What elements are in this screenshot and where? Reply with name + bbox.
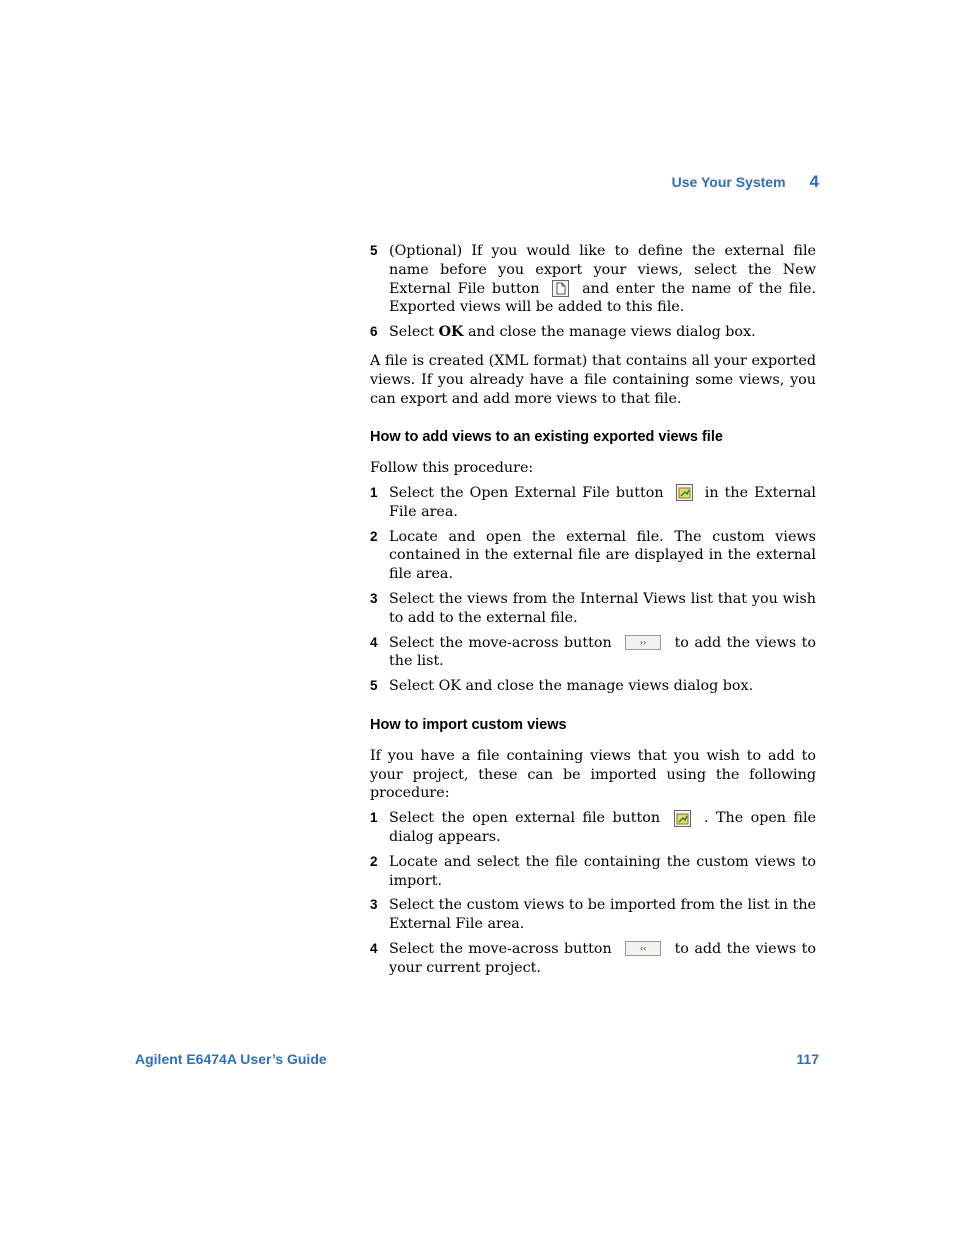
list-item bbox=[370, 809, 816, 847]
step-number: 3 bbox=[370, 897, 378, 913]
step-text: Select the move-across button bbox=[389, 940, 612, 957]
list-item bbox=[370, 242, 816, 317]
list-item bbox=[370, 323, 816, 342]
step-text: in the External File area. bbox=[389, 484, 817, 520]
step-number: 4 bbox=[370, 940, 378, 956]
step-number: 1 bbox=[370, 810, 378, 826]
step-text: . The open file dialog appears. bbox=[389, 810, 817, 845]
chapter-number: 4 bbox=[809, 172, 819, 191]
section-heading: How to import custom views bbox=[370, 716, 567, 733]
step-text: Select the move-across button bbox=[389, 634, 612, 651]
step-number: 1 bbox=[370, 484, 378, 500]
running-header bbox=[672, 172, 819, 192]
section-heading: How to add views to an existing exported views file bbox=[370, 429, 723, 446]
step-text: Locate and select the file containing the custom views to import. bbox=[389, 853, 816, 889]
step-text: and close the manage views dialog box. bbox=[468, 324, 756, 341]
step-text: Select the open external file button bbox=[389, 810, 661, 827]
list-item bbox=[370, 677, 816, 696]
step-text: Locate and open the external file. The custom views contained in the external file are displayed in the external file area. bbox=[389, 528, 816, 583]
page-number: 117 bbox=[796, 1051, 819, 1067]
step-number: 2 bbox=[370, 528, 378, 544]
list-item bbox=[370, 940, 816, 978]
step-text: Select OK and close the manage views dialog box. bbox=[389, 678, 754, 695]
step-text: to add the views to the list. bbox=[389, 634, 816, 670]
step-text: Select the views from the Internal Views list that you wish to add to the external file. bbox=[389, 590, 816, 626]
step-number: 3 bbox=[370, 590, 378, 606]
new-file-icon bbox=[552, 280, 569, 297]
step-text: to add the views to your current project. bbox=[389, 940, 816, 976]
step-number: 2 bbox=[370, 853, 378, 869]
step-text: Select the Open External File button bbox=[389, 484, 664, 501]
section-title: Use Your System bbox=[671, 174, 786, 190]
move-across-left-button-icon: ‹‹ bbox=[625, 941, 661, 956]
step-number: 4 bbox=[370, 634, 378, 650]
step-text: and enter the name of the file. Exported views will be added to this file. bbox=[389, 280, 817, 316]
list-item bbox=[370, 484, 816, 522]
paragraph: If you have a file containing views that you wish to add to your project, these can be imported using the following procedure: bbox=[370, 747, 816, 802]
open-file-icon bbox=[676, 484, 693, 501]
list-item bbox=[370, 634, 816, 672]
open-file-icon bbox=[674, 810, 691, 827]
document-title: Agilent E6474A User’s Guide bbox=[135, 1051, 327, 1067]
page-content bbox=[370, 242, 816, 984]
step-text: (Optional) If you would like to define the external file name before you export your views, select the New External File button bbox=[389, 243, 816, 297]
step-text: Select the custom views to be imported from the list in the External File area. bbox=[389, 897, 816, 933]
list-item bbox=[370, 590, 816, 628]
list-item bbox=[370, 853, 816, 891]
step-number: 6 bbox=[370, 324, 378, 340]
list-item bbox=[370, 528, 816, 584]
paragraph: Follow this procedure: bbox=[370, 460, 534, 477]
list-item bbox=[370, 896, 816, 934]
step-text: Select bbox=[389, 324, 435, 341]
running-footer bbox=[135, 1051, 819, 1067]
step-number: 5 bbox=[370, 243, 378, 258]
step-number: 5 bbox=[370, 678, 378, 694]
move-across-right-button-icon: ›› bbox=[625, 635, 661, 650]
paragraph: A file is created (XML format) that contains all your exported views. If you already have a file containing some views, you can export and add more views to that file. bbox=[370, 352, 816, 407]
bold-term: OK bbox=[438, 324, 464, 341]
